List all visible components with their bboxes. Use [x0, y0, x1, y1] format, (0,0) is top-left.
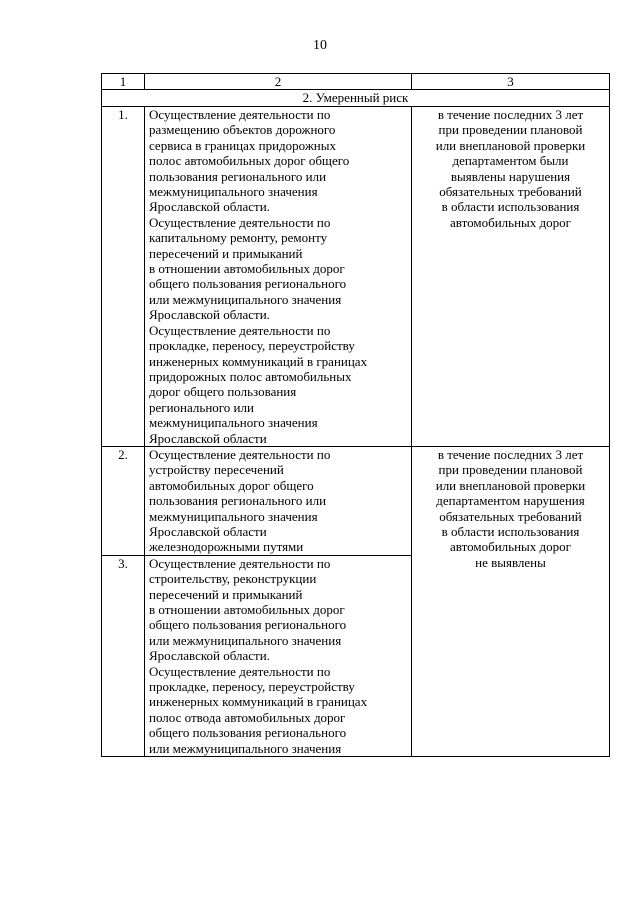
table-header-row: [102, 74, 610, 90]
section-title: 2. Умеренный риск: [102, 90, 610, 107]
row-criterion: в течение последних 3 лет при проведении плановой или внеплановой проверки департаментом были выявлены нарушения обязательных требований в области использования автомобильных дорог: [412, 107, 610, 447]
table-row: [102, 107, 610, 447]
section-row: [102, 90, 610, 107]
row-number: 2.: [102, 446, 145, 555]
row-activity: Осуществление деятельности по строительству, реконструкции пересечений и примыканий в отношении автомобильных дорог общего пользования регионального или межмуниципального значения Ярославской области. Осуществление деятельности по прокладке, переносу, переустройству инженерных коммуникаций в границах полос отвода автомобильных дорог общего пользования регионального или межмуниципального значения: [145, 555, 412, 756]
header-col-3: 3: [412, 74, 610, 90]
row-criterion: в течение последних 3 лет при проведении плановой или внеплановой проверки департаментом нарушения обязательных требований в области использования автомобильных дорог не выявлены: [412, 446, 610, 756]
row-activity: Осуществление деятельности по устройству пересечений автомобильных дорог общего пользования регионального или межмуниципального значения Ярославской области железнодорожными путями: [145, 446, 412, 555]
table-row: [102, 446, 610, 555]
page-number: 10: [313, 38, 327, 53]
row-number: 3.: [102, 555, 145, 756]
header-col-2: 2: [145, 74, 412, 90]
header-col-1: 1: [102, 74, 145, 90]
risk-table: [101, 73, 610, 757]
row-number: 1.: [102, 107, 145, 447]
row-activity: Осуществление деятельности по размещению объектов дорожного сервиса в границах придорожных полос автомобильных дорог общего пользования регионального или межмуниципального значения Ярославской области. Осуществление деятельности по капитальному ремонту, ремонту пересечений и примыканий в отношении автомобильных дорог общего пользования регионального или межмуниципального значения Ярославской области. Осуществление деятельности по прокладке, переносу, переустройству инженерных коммуникаций в границах придорожных полос автомобильных дорог общего пользования регионального или межмуниципального значения Ярославской области: [145, 107, 412, 447]
